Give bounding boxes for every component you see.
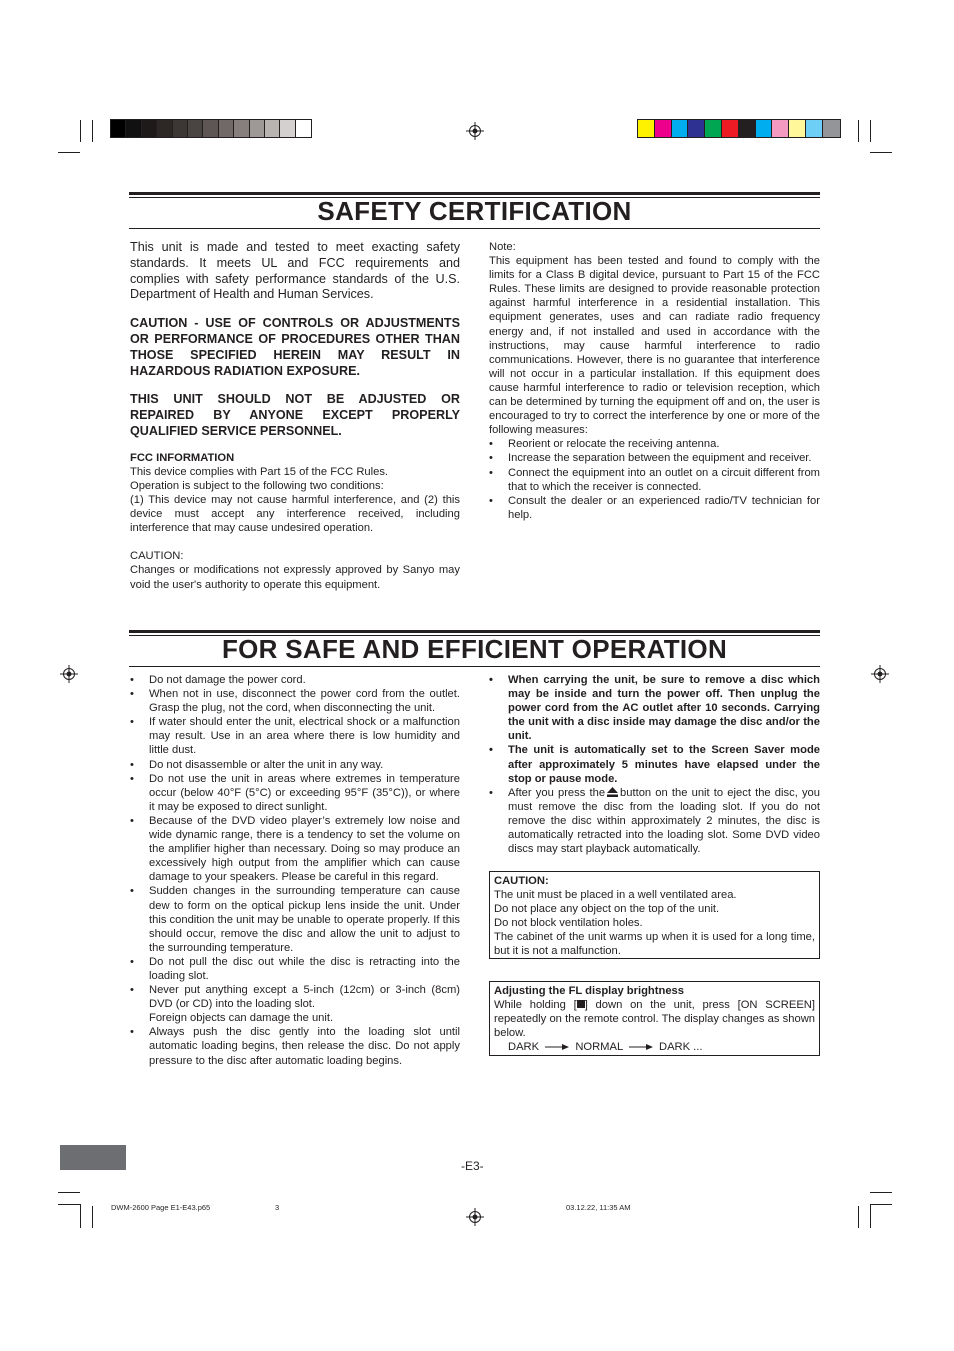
- footer-page: 3: [275, 1203, 280, 1212]
- safety-right-column: [489, 240, 820, 522]
- registration-mark-icon: [466, 122, 484, 140]
- title-rule: [129, 192, 820, 195]
- note-text: This equipment has been tested and found to comply with the limits for a Class B digital device, pursuant to Part 15 of the FCC Rules. These limits are designed to provide reasonable protection against harmful interference in a residential installation. This equipment generates, uses and can radiate radio frequency energy and, if not installed and used in accordance with the instructions, may cause harmful interference to radio communications. However, there is no guarantee that interference will not occur in a particular installation. If this equipment does cause harmful interference to radio or television reception, which can be determined by turning the equipment off and on, the user is encouraged to try to correct the interference by one or more of the following measures:: [489, 255, 820, 437]
- operation-precautions-list: [130, 673, 460, 1068]
- color-swatch: [789, 120, 806, 137]
- list-item: • Increase the separation between the equipment and receiver.: [489, 451, 820, 465]
- eject-text: button on the unit to eject the disc, you must remove the disc from the loading slot. If you do not remove the disc within approximately 2 minutes, the disc is automatically retracted into the loading slot. Some DVD video discs may start playback automatically.: [508, 786, 820, 856]
- registration-mark-icon: [60, 665, 78, 683]
- safety-intro: This unit is made and tested to meet exacting safety standards. It meets UL and FCC requirements and complies with safety performance standards of the U.S. Department of Health and Human Services.: [130, 240, 460, 302]
- list-item: • Always push the disc gently into the loading slot until automatic loading begins, then release the disc. Do not apply pressure to the disc after automatic loading begins.: [130, 1025, 460, 1067]
- color-swatch: [250, 120, 265, 137]
- footer-filename: DWM-2600 Page E1-E43.p65: [111, 1203, 211, 1212]
- color-swatch: [173, 120, 188, 137]
- color-swatch: [806, 120, 823, 137]
- fcc-line: Operation is subject to the following two conditions:: [130, 479, 384, 492]
- color-swatch: [280, 120, 295, 137]
- caution-box-label: CAUTION:: [494, 875, 549, 887]
- color-swatch: [756, 120, 773, 137]
- list-item: • When carrying the unit, be sure to remove a disc which may be inside and turn the power off. Then unplug the power cord from the AC outlet after 10 seconds. Carrying the unit with a disc inside may damage the disc and/or the unit.: [489, 673, 820, 743]
- color-swatch: [638, 120, 655, 137]
- registration-mark-icon: [871, 665, 889, 683]
- operation-notes-list: [489, 673, 820, 856]
- page-tab: [60, 1145, 126, 1170]
- list-item: • Sudden changes in the surrounding temperature can cause dew to form on the optical pickup lens inside the unit. Under this condition the unit may be unable to operate properly. If this should occur, remove the disc and allow the unit to adjust to the surrounding temperature.: [130, 884, 460, 954]
- list-item: • Do not pull the disc out while the disc is retracting into the loading slot.: [130, 955, 460, 983]
- fl-brightness-text: While holding [: [494, 999, 577, 1012]
- title-rule: [129, 630, 820, 633]
- eject-text: After you press the: [508, 786, 606, 799]
- safety-certification-title: SAFETY CERTIFICATION: [317, 196, 632, 226]
- crop-mark: [58, 1192, 80, 1193]
- crop-mark: [80, 120, 81, 142]
- page-number: -E3-: [461, 1159, 484, 1173]
- color-swatch: [823, 120, 840, 137]
- arrow-right-icon: [629, 1043, 653, 1051]
- list-item: [489, 786, 820, 856]
- list-item: • The unit is automatically set to the Screen Saver mode after approximately 5 minutes have elapsed under the stop or pause mode.: [489, 743, 820, 785]
- footer-date: 03.12.22, 11:35 AM: [566, 1203, 631, 1212]
- color-swatch: [265, 120, 280, 137]
- brightness-state: DARK ...: [658, 1041, 703, 1054]
- caution-box-line: The cabinet of the unit warms up when it is used for a long time, but it is not a malfunction.: [494, 931, 815, 958]
- crop-mark: [858, 120, 859, 142]
- caution-box-line: The unit must be placed in a well ventilated area.: [494, 889, 737, 902]
- caution-box-line: Do not place any object on the top of the unit.: [494, 903, 720, 916]
- color-swatch: [142, 120, 157, 137]
- list-item: • Do not disassemble or alter the unit in any way.: [130, 758, 460, 772]
- arrow-right-icon: [545, 1043, 569, 1051]
- list-item: • Reorient or relocate the receiving antenna.: [489, 437, 820, 451]
- crop-mark: [870, 120, 871, 142]
- list-item: • Consult the dealer or an experienced radio/TV technician for help.: [489, 494, 820, 522]
- crop-mark: [80, 1204, 81, 1228]
- list-item: [130, 983, 460, 1025]
- list-item-text: Never put anything except a 5-inch (12cm) or 3-inch (8cm) DVD (or CD) into the loading slot.: [149, 984, 460, 1011]
- color-swatch: [655, 120, 672, 137]
- grayscale-calibration-bar: [110, 119, 312, 138]
- color-calibration-bar: [637, 119, 841, 138]
- safety-left-column: [130, 240, 460, 592]
- color-swatch: [234, 120, 249, 137]
- crop-mark: [870, 152, 892, 153]
- caution-text: Changes or modifications not expressly approved by Sanyo may void the user's authority to operate this equipment.: [130, 564, 460, 591]
- laser-caution: CAUTION - USE OF CONTROLS OR ADJUSTMENTS OR PERFORMANCE OF PROCEDURES OTHER THAN THOSE SPECIFIED HEREIN MAY RESULT IN HAZARDOUS RADIATION EXPOSURE.: [130, 316, 460, 378]
- crop-mark: [870, 1204, 871, 1228]
- caution-box-line: Do not block ventilation holes.: [494, 917, 643, 930]
- color-swatch: [203, 120, 218, 137]
- color-swatch: [219, 120, 234, 137]
- note-label: Note:: [489, 241, 516, 253]
- registration-mark-icon: [466, 1208, 484, 1226]
- foreign-objects-note: Foreign objects can damage the unit.: [149, 1012, 334, 1025]
- fcc-line: This device complies with Part 15 of the FCC Rules.: [130, 465, 389, 478]
- caution-label: CAUTION:: [130, 550, 184, 563]
- color-swatch: [188, 120, 203, 137]
- crop-mark: [92, 120, 93, 142]
- list-item: • Because of the DVD video player’s extremely low noise and wide dynamic range, there is a tendency to set the volume on the amplifier higher than necessary. Doing so may produce an excessively high output from the amplifier which can cause damage to your speakers. Please be careful in this regard.: [130, 814, 460, 884]
- color-swatch: [688, 120, 705, 137]
- stop-icon: [577, 1000, 585, 1008]
- title-rule: [129, 666, 820, 667]
- brightness-state: NORMAL: [575, 1041, 623, 1054]
- fcc-heading: FCC INFORMATION: [130, 451, 235, 464]
- color-swatch: [739, 120, 756, 137]
- fl-brightness-heading: Adjusting the FL display brightness: [494, 985, 684, 997]
- crop-mark: [870, 1204, 892, 1205]
- operation-left-column: [130, 673, 460, 1068]
- list-item: • If water should enter the unit, electrical shock or a malfunction may result. Use in an area where there is low humidity and little dust.: [130, 715, 460, 757]
- color-swatch: [111, 120, 126, 137]
- operation-right-column: [489, 673, 820, 856]
- brightness-state: DARK: [508, 1041, 540, 1054]
- list-item: • When not in use, disconnect the power cord from the outlet. Grasp the plug, not the cord, when disconnecting the unit.: [130, 687, 460, 715]
- crop-mark: [58, 1204, 80, 1205]
- list-item: • Do not use the unit in areas where extremes in temperature occur (below 40°F (5°C) or exceeding 95°F (35°C)), or where it may be exposed to direct sunlight.: [130, 772, 460, 814]
- list-item: • Connect the equipment into an outlet on a circuit different from that to which the receiver is connected.: [489, 466, 820, 494]
- measures-list: [489, 437, 820, 522]
- list-item: • Do not damage the power cord.: [130, 673, 460, 687]
- title-rule: [129, 228, 820, 229]
- safe-operation-title: FOR SAFE AND EFFICIENT OPERATION: [221, 634, 728, 664]
- color-swatch: [126, 120, 141, 137]
- color-swatch: [296, 120, 311, 137]
- color-swatch: [672, 120, 689, 137]
- color-swatch: [772, 120, 789, 137]
- crop-mark: [92, 1206, 93, 1228]
- service-warning: THIS UNIT SHOULD NOT BE ADJUSTED OR REPAIRED BY ANYONE EXCEPT PROPERLY QUALIFIED SERVICE PERSONNEL.: [130, 392, 460, 438]
- caution-box: [489, 871, 820, 959]
- crop-mark: [858, 1206, 859, 1228]
- eject-icon: [607, 787, 618, 797]
- fl-brightness-box: [489, 981, 820, 1056]
- crop-mark: [870, 1192, 892, 1193]
- fl-brightness-text: ] down on the unit, press [ON SCREEN] repeatedly on the remote control. The display changes as shown below.: [494, 999, 815, 1040]
- color-swatch: [157, 120, 172, 137]
- crop-mark: [58, 152, 80, 153]
- color-swatch: [722, 120, 739, 137]
- fcc-line: (1) This device may not cause harmful interference, and (2) this device must accept any interference received, including interference that may cause undesired operation.: [130, 494, 460, 535]
- color-swatch: [705, 120, 722, 137]
